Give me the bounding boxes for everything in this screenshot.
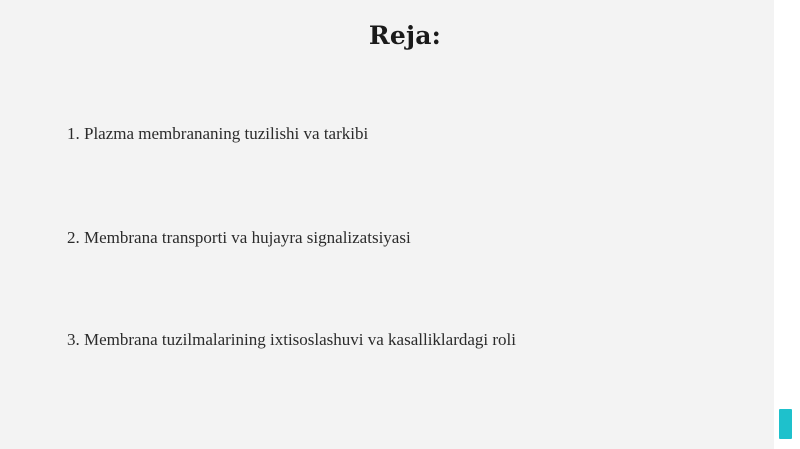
scrollbar-track[interactable] bbox=[774, 0, 800, 449]
agenda-item-3: 3. Membrana tuzilmalarining ixtisoslashuvi va kasalliklardagi roli bbox=[67, 330, 516, 349]
agenda-item-2: 2. Membrana transporti va hujayra signalizatsiyasi bbox=[67, 228, 411, 247]
scrollbar-thumb[interactable] bbox=[779, 409, 792, 439]
slide-title: Reja: bbox=[368, 21, 442, 50]
agenda-item-1: 1. Plazma membrananing tuzilishi va tarkibi bbox=[67, 124, 369, 143]
